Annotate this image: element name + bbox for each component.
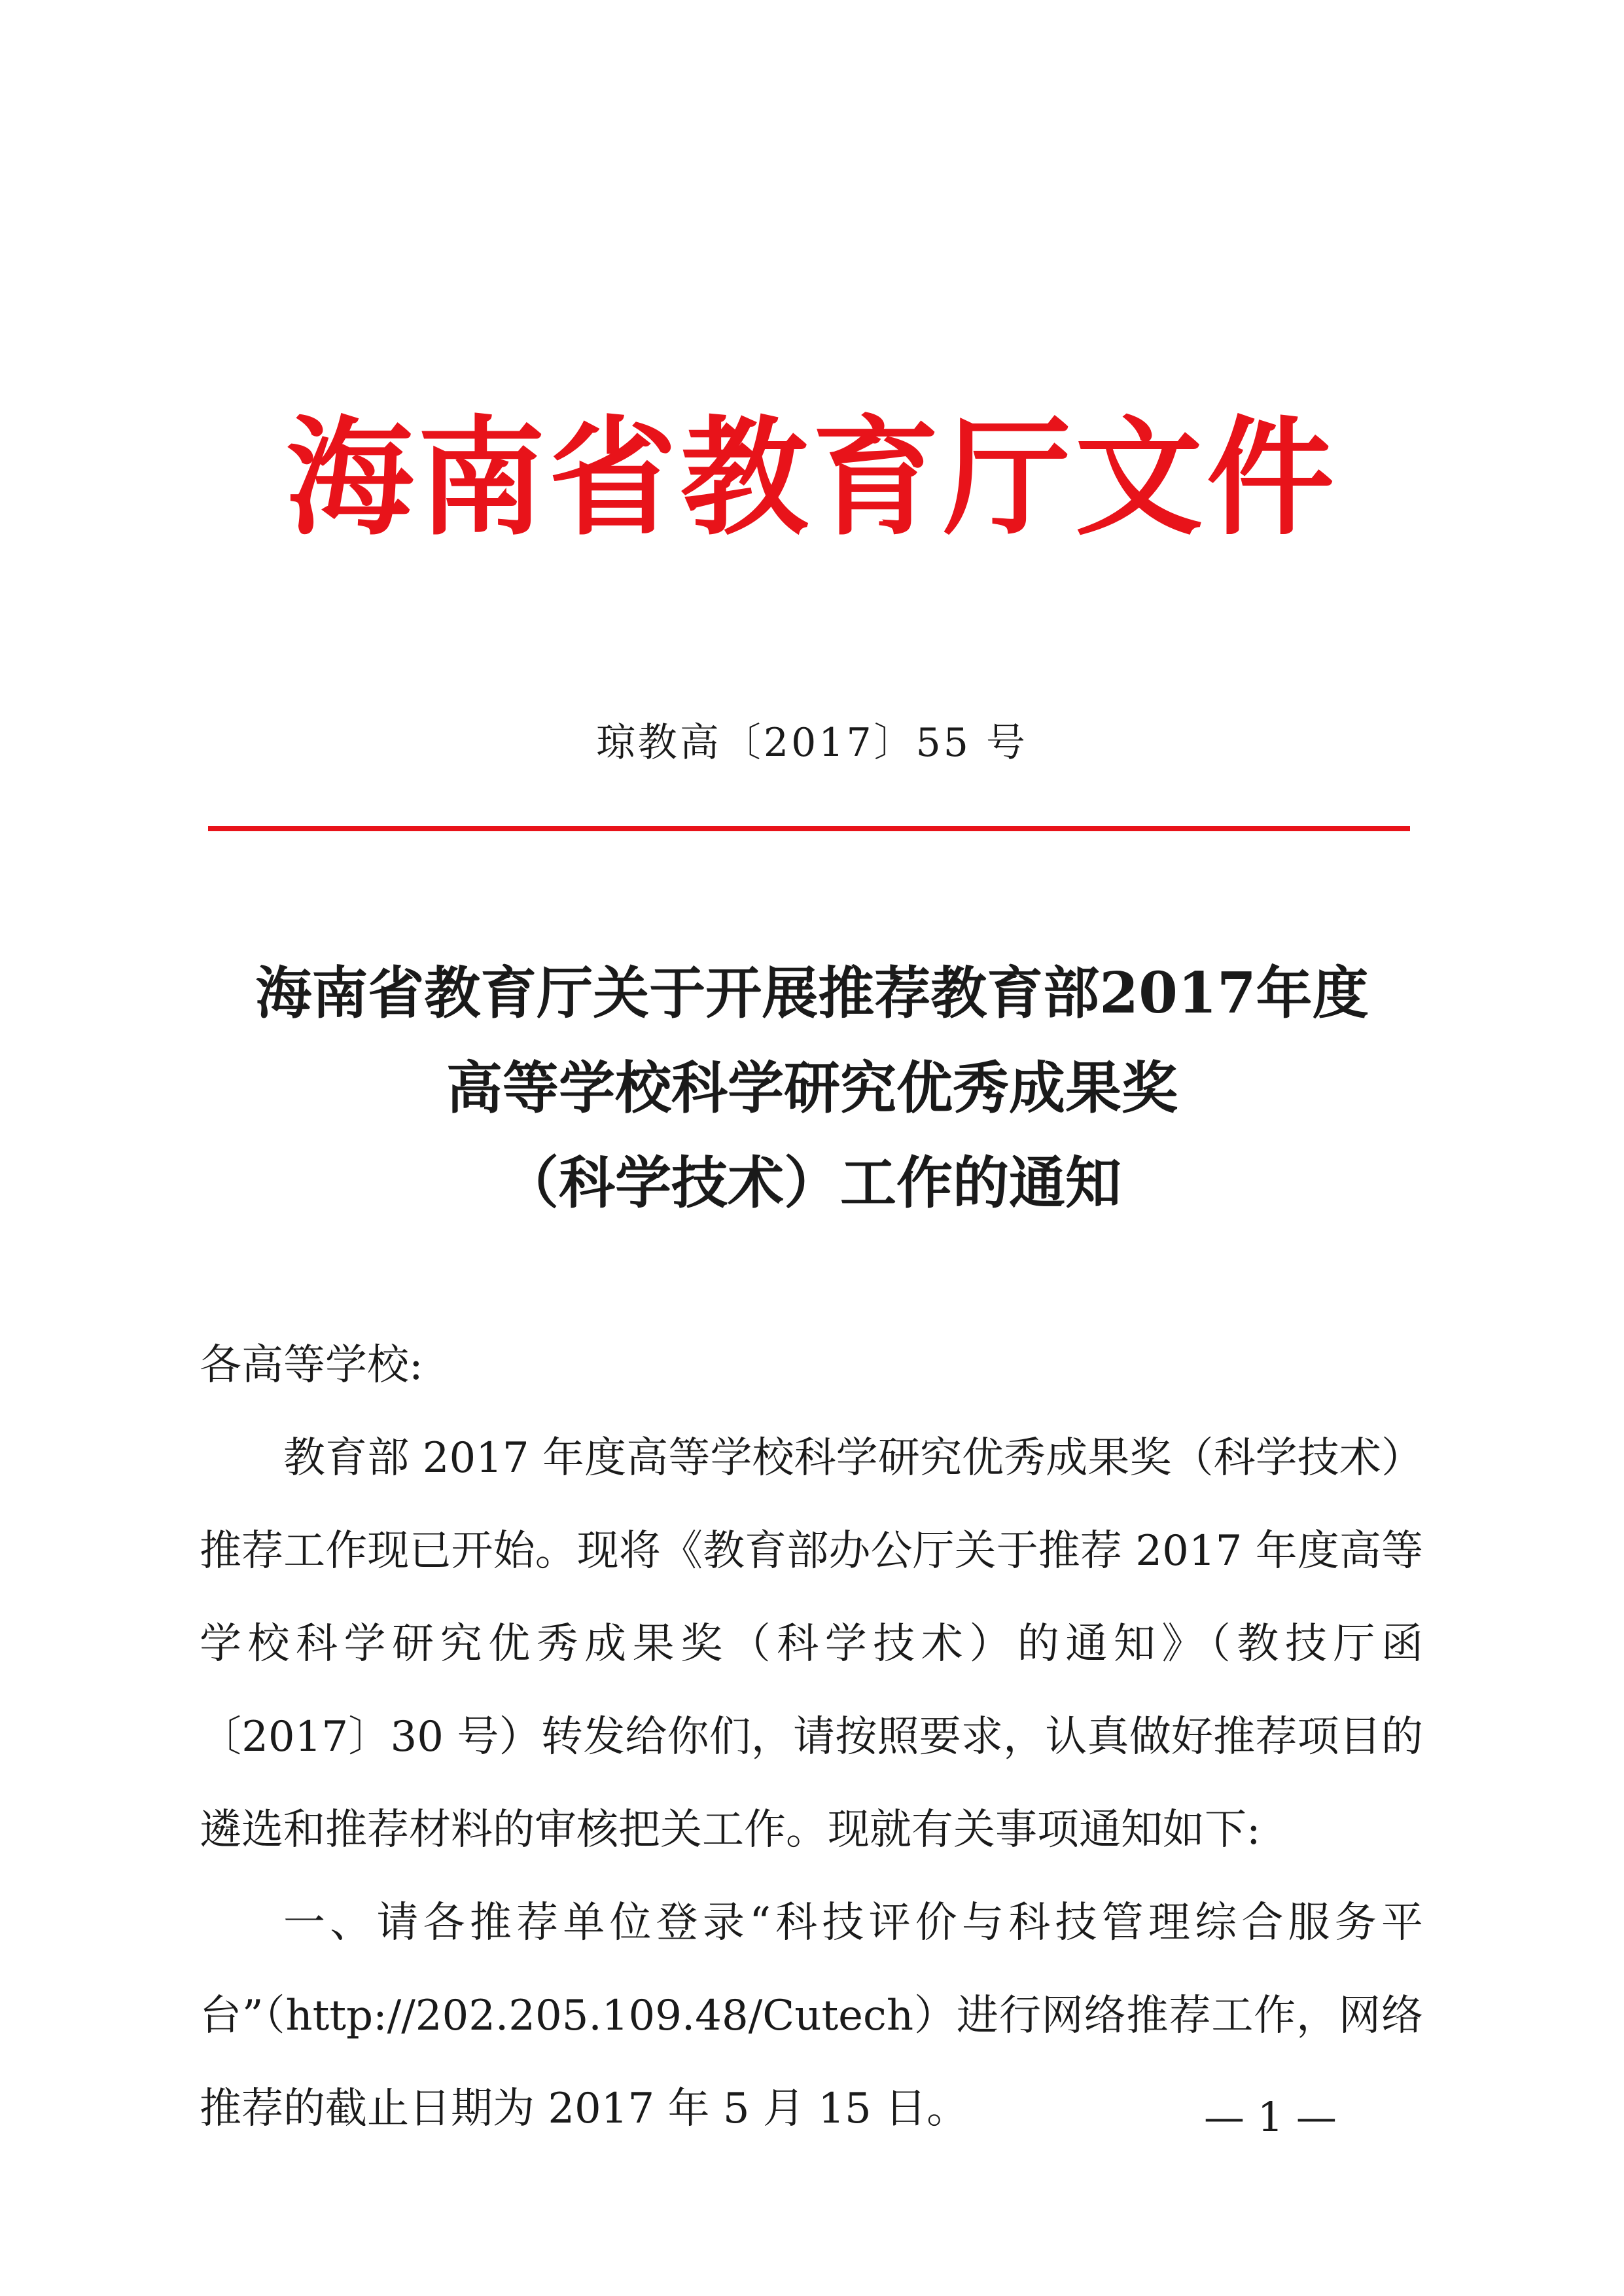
body-paragraph-2: 一、请各推荐单位登录“科技评价与科技管理综合服务平台”（http://202.205.109.48/Cutech）进行网络推荐工作，网络推荐的截止日期为 2017 年 5 月 15 日。 xyxy=(200,1899,1423,2133)
document-header-title: 海南省教育厅文件 xyxy=(286,403,1338,552)
salutation: 各高等学校: xyxy=(200,1341,423,1390)
body-paragraph-1: 教育部 2017 年度高等学校科学研究优秀成果奖（科学技术）推荐工作现已开始。现将《教育部办公厅关于推荐 2017 年度高等学校科学研究优秀成果奖（科学技术）的通知》（教技厅函〔2017〕30 号）转发给你们，请按照要求，认真做好推荐项目的遴选和推荐材料的审核把关工作。现就有关事项通知如下: xyxy=(200,1434,1423,1854)
page-number: — 1 — xyxy=(1204,2093,1337,2141)
notice-title-line-2: 高等学校科学研究优秀成果奖 xyxy=(446,1055,1178,1121)
notice-title-line-1: 海南省教育厅关于开展推荐教育部2017年度 xyxy=(255,960,1369,1026)
notice-body xyxy=(200,1319,1423,2155)
notice-title xyxy=(0,946,1624,1230)
notice-title-line-3: （科学技术）工作的通知 xyxy=(503,1150,1121,1216)
document-number: 琼教高〔2017〕55 号 xyxy=(595,720,1029,766)
red-divider-line xyxy=(208,826,1410,831)
